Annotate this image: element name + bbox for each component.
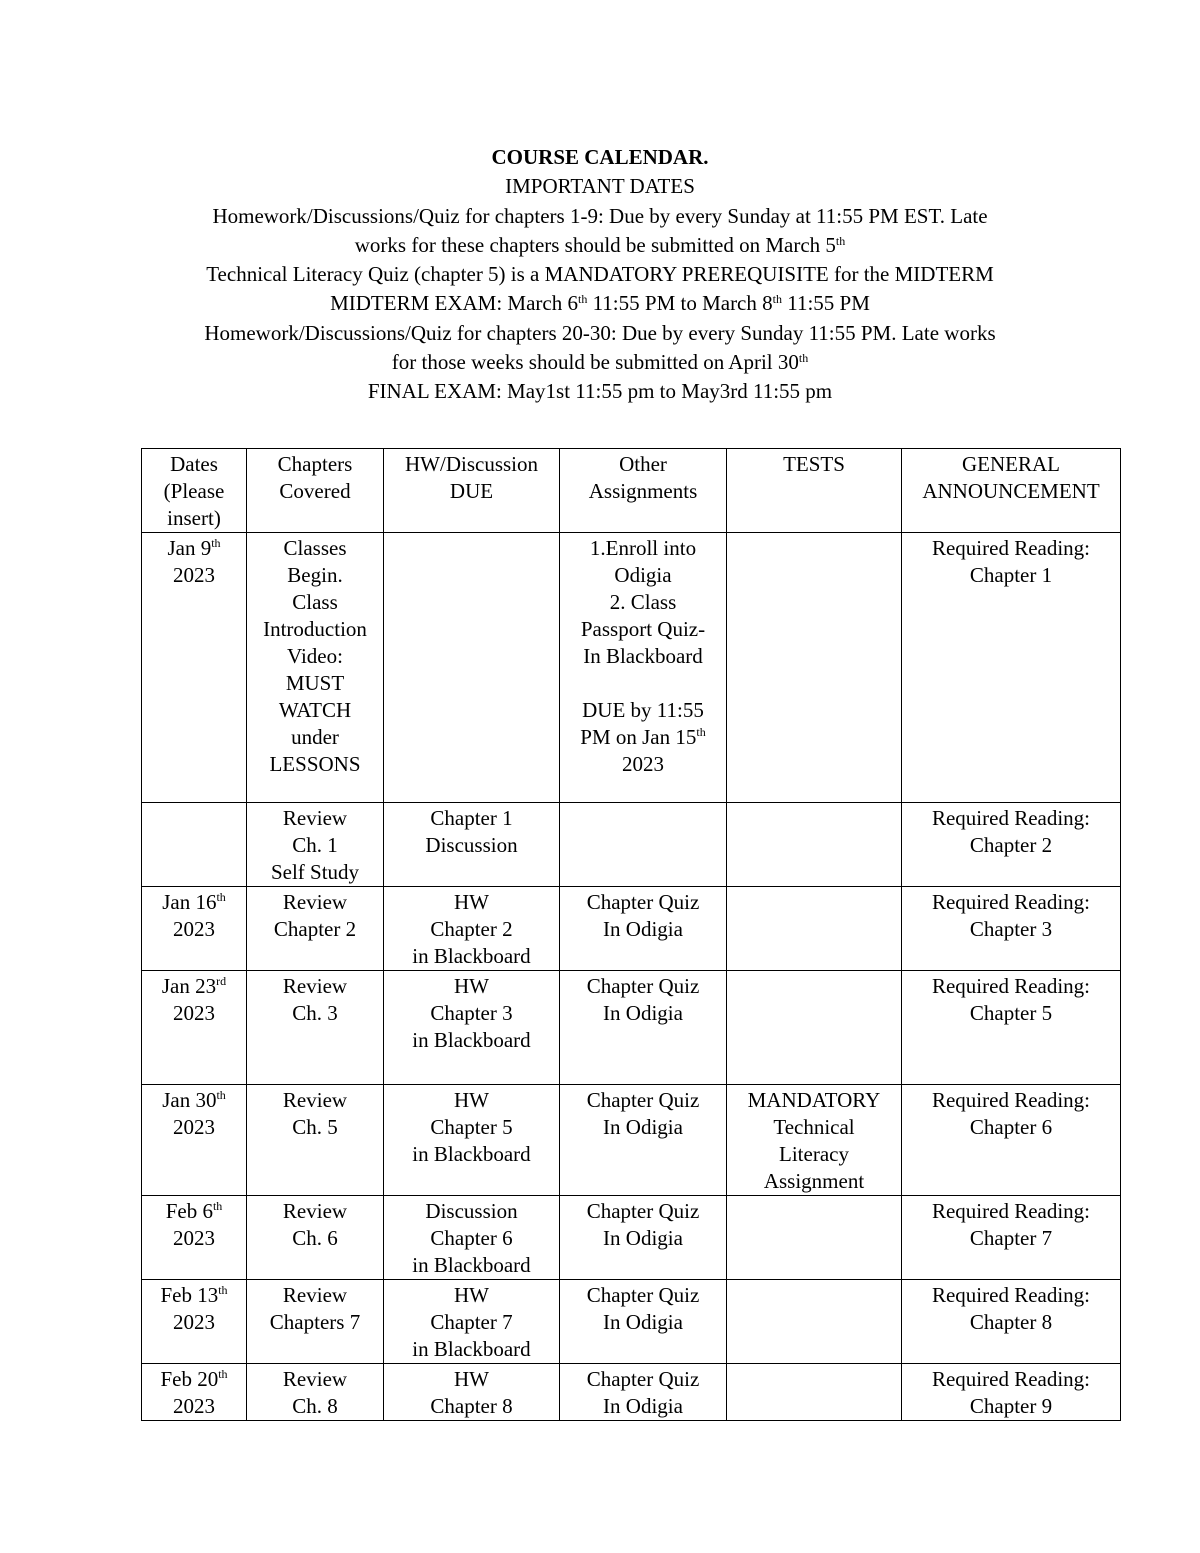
ordinal-suffix: th <box>696 725 706 739</box>
assignment-text: Odigia <box>614 563 672 587</box>
announcement-text: Chapter 2 <box>969 833 1053 857</box>
hw-text: HW <box>454 1283 489 1307</box>
ordinal-suffix: th <box>798 351 809 366</box>
header-line: Technical Literacy Quiz (chapter 5) is a MANDATORY PREREQUISITE for the MIDTERM <box>206 262 994 287</box>
chapters-text: Chapter 2 <box>273 917 357 941</box>
table-row <box>142 1196 1121 1280</box>
assignment-text: In Odigia <box>603 917 683 941</box>
course-calendar-table <box>141 448 1121 1421</box>
header-text: DUE <box>449 479 494 503</box>
cell-dates <box>142 971 247 1085</box>
date-text <box>145 1366 243 1393</box>
announcement-text: Required Reading: <box>931 536 1091 560</box>
cell-chapters <box>247 1196 384 1280</box>
table-row <box>142 803 1121 887</box>
date-text-text: Jan 9 <box>167 536 212 560</box>
header-text: TESTS <box>783 452 845 476</box>
cell-tests <box>727 533 902 803</box>
chapters-text: Review <box>282 1088 348 1112</box>
header-text: (Please <box>163 479 225 503</box>
cell-chapters <box>247 971 384 1085</box>
announcement-text: Required Reading: <box>931 1088 1091 1112</box>
date-text <box>145 535 243 562</box>
hw-text: Chapter 6 <box>430 1226 513 1250</box>
header-text: 11:55 PM to March 8 <box>587 291 773 316</box>
header-text: MIDTERM EXAM: March 6 <box>330 291 578 316</box>
test-text: Literacy <box>779 1142 849 1166</box>
chapters-text: Ch. 6 <box>292 1226 338 1250</box>
header-text: Dates <box>170 452 218 476</box>
column-header-dates <box>142 449 247 533</box>
table-row <box>142 1364 1121 1421</box>
announcement-text: Chapter 5 <box>969 1001 1053 1025</box>
chapters-text: LESSONS <box>269 752 361 776</box>
cell-announcement <box>902 803 1121 887</box>
page-title: COURSE CALENDAR. <box>491 145 709 169</box>
due-date-text-text: PM on Jan 15 <box>580 725 697 749</box>
chapters-text: Classes <box>283 536 347 560</box>
ordinal-suffix: th <box>218 1367 228 1381</box>
assignment-text: Chapter Quiz <box>586 1283 700 1307</box>
cell-hw-due <box>384 1196 560 1280</box>
cell-announcement <box>902 1085 1121 1196</box>
cell-other-assignments <box>560 1364 727 1421</box>
chapters-text: Review <box>282 1199 348 1223</box>
date-text <box>145 973 243 1000</box>
column-header-tests <box>727 449 902 533</box>
cell-announcement <box>902 887 1121 971</box>
date-text-text: Jan 16 <box>162 890 217 914</box>
assignment-text: 2023 <box>622 752 664 776</box>
header-text: 11:55 PM <box>781 291 870 316</box>
hw-text: in Blackboard <box>412 944 531 968</box>
ordinal-suffix: th <box>835 233 846 248</box>
hw-text: Discussion <box>425 833 518 857</box>
cell-dates <box>142 1280 247 1364</box>
assignment-text: Chapter Quiz <box>586 1199 700 1223</box>
important-dates-header <box>100 143 1100 407</box>
cell-chapters <box>247 1280 384 1364</box>
cell-announcement <box>902 1280 1121 1364</box>
announcement-text: Chapter 7 <box>969 1226 1053 1250</box>
page-subtitle: IMPORTANT DATES <box>505 174 695 199</box>
assignment-text: DUE by 11:55 <box>582 698 704 722</box>
cell-hw-due <box>384 1364 560 1421</box>
cell-tests <box>727 971 902 1085</box>
ordinal-suffix: th <box>212 1199 223 1213</box>
hw-text: HW <box>454 890 489 914</box>
cell-tests <box>727 1085 902 1196</box>
year-text: 2023 <box>173 917 215 941</box>
chapters-text: under <box>291 725 339 749</box>
chapters-text: Begin. <box>287 563 343 587</box>
announcement-text: Required Reading: <box>931 890 1091 914</box>
announcement-text: Required Reading: <box>931 1199 1091 1223</box>
ordinal-suffix: th <box>577 292 588 307</box>
cell-hw-due <box>384 803 560 887</box>
column-header-hw-due <box>384 449 560 533</box>
header-text: for those weeks should be submitted on April 30 <box>391 350 799 375</box>
date-text-text: Jan 30 <box>162 1088 217 1112</box>
cell-dates <box>142 1364 247 1421</box>
date-text-text: Feb 20 <box>160 1367 219 1391</box>
assignment-text: In Odigia <box>603 1226 683 1250</box>
date-text <box>145 889 243 916</box>
hw-text: in Blackboard <box>412 1337 531 1361</box>
date-text <box>145 1198 243 1225</box>
chapters-text: Chapters 7 <box>269 1310 361 1334</box>
cell-chapters <box>247 887 384 971</box>
cell-tests <box>727 1196 902 1280</box>
date-text-text: Feb 6 <box>165 1199 213 1223</box>
hw-text: Discussion <box>425 1199 518 1223</box>
announcement-text: Chapter 6 <box>969 1115 1053 1139</box>
announcement-text: Required Reading: <box>931 974 1091 998</box>
cell-chapters <box>247 803 384 887</box>
header-text: works for these chapters should be submitted on March 5 <box>354 232 836 257</box>
chapters-text: Review <box>282 974 348 998</box>
hw-text: Chapter 8 <box>430 1394 513 1418</box>
cell-other-assignments <box>560 971 727 1085</box>
due-date-text <box>563 724 723 751</box>
hw-text: HW <box>454 974 489 998</box>
hw-text: Chapter 1 <box>430 806 513 830</box>
column-header-announcement <box>902 449 1121 533</box>
cell-dates <box>142 1085 247 1196</box>
chapters-text: Review <box>282 890 348 914</box>
cell-hw-due <box>384 533 560 803</box>
cell-other-assignments <box>560 533 727 803</box>
header-text: ANNOUNCEMENT <box>922 479 1100 503</box>
cell-announcement <box>902 1364 1121 1421</box>
announcement-text: Chapter 3 <box>969 917 1053 941</box>
assignment-text: In Odigia <box>603 1001 683 1025</box>
hw-text: in Blackboard <box>412 1142 531 1166</box>
year-text: 2023 <box>173 1115 215 1139</box>
header-line: Homework/Discussions/Quiz for chapters 20-30: Due by every Sunday 11:55 PM. Late works <box>204 320 996 345</box>
cell-other-assignments <box>560 1280 727 1364</box>
cell-tests <box>727 1280 902 1364</box>
cell-tests <box>727 803 902 887</box>
ordinal-suffix: rd <box>216 974 227 988</box>
assignment-text: Chapter Quiz <box>586 1367 700 1391</box>
year-text: 2023 <box>173 1310 215 1334</box>
cell-other-assignments <box>560 1196 727 1280</box>
hw-text: Chapter 2 <box>430 917 513 941</box>
chapters-text: Review <box>282 806 348 830</box>
ordinal-suffix: th <box>211 536 221 550</box>
ordinal-suffix: th <box>772 292 782 307</box>
column-header-chapters <box>247 449 384 533</box>
blank-line <box>563 670 723 697</box>
cell-tests <box>727 1364 902 1421</box>
announcement-text: Chapter 8 <box>969 1310 1053 1334</box>
assignment-text: In Odigia <box>603 1310 683 1334</box>
chapters-text: Introduction <box>263 617 367 641</box>
cell-chapters <box>247 1364 384 1421</box>
chapters-text: Ch. 5 <box>292 1115 338 1139</box>
table-row <box>142 1280 1121 1364</box>
hw-text: in Blackboard <box>412 1253 531 1277</box>
chapters-text: WATCH <box>278 698 352 722</box>
announcement-text: Required Reading: <box>931 806 1091 830</box>
table-row <box>142 887 1121 971</box>
assignment-text: Chapter Quiz <box>586 890 700 914</box>
year-text: 2023 <box>173 563 215 587</box>
header-line: Homework/Discussions/Quiz for chapters 1-9: Due by every Sunday at 11:55 PM EST. Late <box>212 203 988 228</box>
date-text <box>145 1282 243 1309</box>
calendar-body <box>142 449 1121 1421</box>
header-text: Covered <box>279 479 351 503</box>
date-text-text: Jan 23 <box>161 974 217 998</box>
chapters-text: Ch. 3 <box>292 1001 338 1025</box>
assignment-text: In Odigia <box>603 1394 683 1418</box>
cell-other-assignments <box>560 803 727 887</box>
chapters-text: Ch. 8 <box>292 1394 338 1418</box>
assignment-text: 1.Enroll into <box>589 536 697 560</box>
chapters-text: MUST <box>285 671 345 695</box>
test-text: MANDATORY <box>747 1088 881 1112</box>
test-text: Assignment <box>763 1169 865 1193</box>
ordinal-suffix: th <box>218 1283 228 1297</box>
cell-tests <box>727 887 902 971</box>
cell-announcement <box>902 533 1121 803</box>
cell-dates <box>142 533 247 803</box>
year-text: 2023 <box>173 1226 215 1250</box>
cell-hw-due <box>384 1280 560 1364</box>
hw-text: Chapter 3 <box>430 1001 513 1025</box>
cell-announcement <box>902 971 1121 1085</box>
header-line: FINAL EXAM: May1st 11:55 pm to May3rd 11:55 pm <box>367 379 833 404</box>
table-row <box>142 971 1121 1085</box>
ordinal-suffix: th <box>216 1088 226 1102</box>
header-text: Other <box>619 452 667 476</box>
chapters-text: Self Study <box>270 860 360 884</box>
cell-other-assignments <box>560 887 727 971</box>
assignment-text: In Blackboard <box>583 644 703 668</box>
cell-other-assignments <box>560 1085 727 1196</box>
year-text: 2023 <box>173 1001 215 1025</box>
table-row <box>142 1085 1121 1196</box>
header-text: insert) <box>167 506 221 530</box>
hw-text: Chapter 5 <box>430 1115 513 1139</box>
hw-text: in Blackboard <box>412 1028 531 1052</box>
cell-dates <box>142 803 247 887</box>
announcement-text: Chapter 9 <box>969 1394 1053 1418</box>
cell-hw-due <box>384 887 560 971</box>
chapters-text: Ch. 1 <box>292 833 338 857</box>
table-row <box>142 533 1121 803</box>
date-text <box>145 1087 243 1114</box>
test-text: Technical <box>773 1115 855 1139</box>
header-text: HW/Discussion <box>405 452 538 476</box>
chapters-text: Review <box>282 1283 348 1307</box>
year-text: 2023 <box>173 1394 215 1418</box>
assignment-text: Chapter Quiz <box>586 1088 700 1112</box>
table-header-row <box>142 449 1121 533</box>
header-text: GENERAL <box>962 452 1060 476</box>
header-line <box>100 231 1100 260</box>
cell-dates <box>142 887 247 971</box>
assignment-text: Chapter Quiz <box>586 974 700 998</box>
header-text: Chapters <box>277 452 353 476</box>
chapters-text: Review <box>282 1367 348 1391</box>
announcement-text: Required Reading: <box>931 1283 1091 1307</box>
assignment-text: In Odigia <box>603 1115 683 1139</box>
cell-hw-due <box>384 1085 560 1196</box>
date-text-text: Feb 13 <box>160 1283 219 1307</box>
announcement-text: Required Reading: <box>931 1367 1091 1391</box>
cell-chapters <box>247 1085 384 1196</box>
chapters-text: Class <box>292 590 338 614</box>
header-line <box>100 348 1100 377</box>
ordinal-suffix: th <box>216 890 226 904</box>
column-header-other-assignments <box>560 449 727 533</box>
cell-announcement <box>902 1196 1121 1280</box>
header-line <box>100 289 1100 318</box>
header-text: Assignments <box>588 479 698 503</box>
hw-text: HW <box>454 1088 489 1112</box>
cell-hw-due <box>384 971 560 1085</box>
hw-text: Chapter 7 <box>430 1310 513 1334</box>
chapters-text: Video: <box>287 644 343 668</box>
hw-text: HW <box>454 1367 489 1391</box>
assignment-text: 2. Class <box>609 590 677 614</box>
assignment-text: Passport Quiz- <box>580 617 706 641</box>
announcement-text: Chapter 1 <box>969 563 1053 587</box>
cell-chapters <box>247 533 384 803</box>
cell-dates <box>142 1196 247 1280</box>
